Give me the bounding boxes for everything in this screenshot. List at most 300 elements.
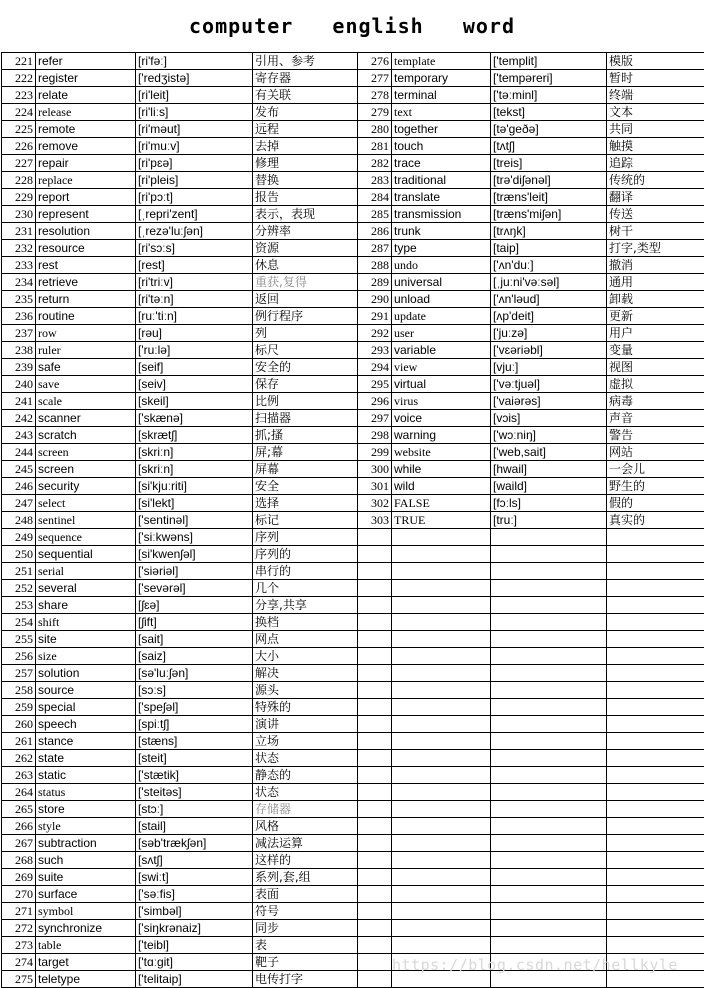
table-row bbox=[2, 427, 704, 444]
entry-number: 280 bbox=[358, 121, 392, 138]
entry-number: 301 bbox=[358, 478, 392, 495]
entry-pronunciation: [hwail] bbox=[491, 461, 607, 478]
entry-number: 256 bbox=[2, 648, 36, 665]
entry-pronunciation: [ʌp'deit] bbox=[491, 308, 607, 325]
entry-pronunciation: ['tɑːgit] bbox=[136, 954, 253, 971]
entry-pronunciation: [ri'pɛə] bbox=[136, 155, 253, 172]
entry-word: solution bbox=[36, 665, 136, 682]
entry-word: TRUE bbox=[392, 512, 491, 529]
entry-number: 229 bbox=[2, 189, 36, 206]
empty-cell bbox=[392, 903, 491, 920]
entry-number: 264 bbox=[2, 784, 36, 801]
entry-number: 285 bbox=[358, 206, 392, 223]
entry-meaning: 例行程序 bbox=[253, 308, 358, 325]
table-row bbox=[2, 682, 704, 699]
entry-pronunciation: [trə'diʃənəl] bbox=[491, 172, 607, 189]
entry-meaning: 风格 bbox=[253, 818, 358, 835]
empty-cell bbox=[392, 801, 491, 818]
table-row bbox=[2, 563, 704, 580]
entry-meaning: 屏幕 bbox=[253, 461, 358, 478]
empty-cell bbox=[491, 733, 607, 750]
entry-meaning: 这样的 bbox=[253, 852, 358, 869]
entry-meaning: 抓;搔 bbox=[253, 427, 358, 444]
entry-pronunciation: [ˌjuːni'vəːsəl] bbox=[491, 274, 607, 291]
empty-cell bbox=[491, 937, 607, 954]
entry-number: 272 bbox=[2, 920, 36, 937]
empty-cell bbox=[392, 631, 491, 648]
entry-meaning: 终端 bbox=[607, 87, 704, 104]
entry-word: user bbox=[392, 325, 491, 342]
entry-number: 299 bbox=[358, 444, 392, 461]
entry-meaning: 网站 bbox=[607, 444, 704, 461]
entry-number: 242 bbox=[2, 410, 36, 427]
entry-number: 263 bbox=[2, 767, 36, 784]
table-row bbox=[2, 206, 704, 223]
entry-meaning: 分辨率 bbox=[253, 223, 358, 240]
entry-word: speech bbox=[36, 716, 136, 733]
table-row bbox=[2, 70, 704, 87]
entry-pronunciation: [ˌrepri'zent] bbox=[136, 206, 253, 223]
entry-word: symbol bbox=[36, 903, 136, 920]
entry-word: touch bbox=[392, 138, 491, 155]
entry-word: universal bbox=[392, 274, 491, 291]
entry-meaning: 树干 bbox=[607, 223, 704, 240]
entry-pronunciation: [skrætʃ] bbox=[136, 427, 253, 444]
table-row bbox=[2, 359, 704, 376]
entry-number: 294 bbox=[358, 359, 392, 376]
entry-word: status bbox=[36, 784, 136, 801]
entry-word: screen bbox=[36, 461, 136, 478]
entry-word: unload bbox=[392, 291, 491, 308]
entry-pronunciation: [træns'miʃən] bbox=[491, 206, 607, 223]
empty-cell bbox=[491, 920, 607, 937]
entry-pronunciation: [skriːn] bbox=[136, 461, 253, 478]
entry-pronunciation: [sə'luːʃən] bbox=[136, 665, 253, 682]
entry-word: stance bbox=[36, 733, 136, 750]
entry-pronunciation: ['siːkwəns] bbox=[136, 529, 253, 546]
entry-meaning: 存储器 bbox=[253, 801, 358, 818]
entry-number: 296 bbox=[358, 393, 392, 410]
entry-word: variable bbox=[392, 342, 491, 359]
empty-cell bbox=[358, 971, 392, 988]
entry-meaning: 声音 bbox=[607, 410, 704, 427]
entry-word: traditional bbox=[392, 172, 491, 189]
empty-cell bbox=[358, 835, 392, 852]
entry-number: 226 bbox=[2, 138, 36, 155]
entry-number: 250 bbox=[2, 546, 36, 563]
entry-pronunciation: [səb'trækʃən] bbox=[136, 835, 253, 852]
entry-pronunciation: [sait] bbox=[136, 631, 253, 648]
entry-number: 261 bbox=[2, 733, 36, 750]
empty-cell bbox=[607, 852, 704, 869]
watermark-text: https://blog.csdn.net/hellkyle bbox=[392, 956, 678, 974]
entry-pronunciation: ['sentinəl] bbox=[136, 512, 253, 529]
empty-cell bbox=[607, 835, 704, 852]
empty-cell bbox=[491, 852, 607, 869]
entry-number: 292 bbox=[358, 325, 392, 342]
entry-number: 237 bbox=[2, 325, 36, 342]
empty-cell bbox=[607, 971, 704, 988]
entry-word: website bbox=[392, 444, 491, 461]
entry-pronunciation: [ri'leit] bbox=[136, 87, 253, 104]
empty-cell bbox=[392, 733, 491, 750]
empty-cell bbox=[607, 631, 704, 648]
empty-cell bbox=[607, 801, 704, 818]
entry-pronunciation: [ri'məut] bbox=[136, 121, 253, 138]
entry-word: terminal bbox=[392, 87, 491, 104]
table-row bbox=[2, 903, 704, 920]
table-row bbox=[2, 886, 704, 903]
table-row bbox=[2, 444, 704, 461]
empty-cell bbox=[607, 614, 704, 631]
entry-word: scratch bbox=[36, 427, 136, 444]
empty-cell bbox=[607, 937, 704, 954]
entry-meaning: 符号 bbox=[253, 903, 358, 920]
entry-meaning: 文本 bbox=[607, 104, 704, 121]
entry-pronunciation: [seiv] bbox=[136, 376, 253, 393]
entry-meaning: 卸载 bbox=[607, 291, 704, 308]
empty-cell bbox=[392, 852, 491, 869]
entry-word: retrieve bbox=[36, 274, 136, 291]
entry-word: teletype bbox=[36, 971, 136, 988]
entry-word: save bbox=[36, 376, 136, 393]
table-row bbox=[2, 920, 704, 937]
empty-cell bbox=[392, 869, 491, 886]
empty-cell bbox=[358, 563, 392, 580]
entry-pronunciation: [spiːtʃ] bbox=[136, 716, 253, 733]
entry-meaning: 静态的 bbox=[253, 767, 358, 784]
entry-pronunciation: ['templit] bbox=[491, 53, 607, 70]
entry-word: size bbox=[36, 648, 136, 665]
table-row bbox=[2, 648, 704, 665]
entry-number: 233 bbox=[2, 257, 36, 274]
table-row bbox=[2, 138, 704, 155]
entry-meaning: 发布 bbox=[253, 104, 358, 121]
entry-meaning: 传送 bbox=[607, 206, 704, 223]
entry-word: share bbox=[36, 597, 136, 614]
empty-cell bbox=[392, 920, 491, 937]
empty-cell bbox=[491, 682, 607, 699]
entry-number: 269 bbox=[2, 869, 36, 886]
table-row bbox=[2, 393, 704, 410]
entry-number: 288 bbox=[358, 257, 392, 274]
entry-number: 254 bbox=[2, 614, 36, 631]
entry-word: transmission bbox=[392, 206, 491, 223]
entry-number: 295 bbox=[358, 376, 392, 393]
entry-pronunciation: [skriːn] bbox=[136, 444, 253, 461]
entry-number: 253 bbox=[2, 597, 36, 614]
entry-meaning: 比例 bbox=[253, 393, 358, 410]
table-row bbox=[2, 461, 704, 478]
entry-word: warning bbox=[392, 427, 491, 444]
entry-meaning: 模版 bbox=[607, 53, 704, 70]
entry-meaning: 传统的 bbox=[607, 172, 704, 189]
entry-word: rest bbox=[36, 257, 136, 274]
entry-word: represent bbox=[36, 206, 136, 223]
entry-meaning: 引用、参考 bbox=[253, 53, 358, 70]
entry-word: special bbox=[36, 699, 136, 716]
empty-cell bbox=[607, 767, 704, 784]
empty-cell bbox=[491, 648, 607, 665]
entry-word: virus bbox=[392, 393, 491, 410]
entry-meaning: 减法运算 bbox=[253, 835, 358, 852]
table-row bbox=[2, 87, 704, 104]
empty-cell bbox=[392, 835, 491, 852]
entry-pronunciation: [ʃift] bbox=[136, 614, 253, 631]
entry-pronunciation: [ri'pleis] bbox=[136, 172, 253, 189]
empty-cell bbox=[358, 716, 392, 733]
empty-cell bbox=[607, 529, 704, 546]
table-row bbox=[2, 767, 704, 784]
entry-pronunciation: [rest] bbox=[136, 257, 253, 274]
empty-cell bbox=[607, 920, 704, 937]
entry-number: 270 bbox=[2, 886, 36, 903]
entry-pronunciation: ['telitaip] bbox=[136, 971, 253, 988]
entry-pronunciation: [ri'təːn] bbox=[136, 291, 253, 308]
entry-word: type bbox=[392, 240, 491, 257]
entry-number: 228 bbox=[2, 172, 36, 189]
empty-cell bbox=[607, 818, 704, 835]
table-row bbox=[2, 104, 704, 121]
empty-cell bbox=[491, 563, 607, 580]
table-row bbox=[2, 835, 704, 852]
entry-word: wild bbox=[392, 478, 491, 495]
empty-cell bbox=[491, 665, 607, 682]
entry-number: 300 bbox=[358, 461, 392, 478]
entry-meaning: 报告 bbox=[253, 189, 358, 206]
empty-cell bbox=[358, 580, 392, 597]
entry-pronunciation: ['stætik] bbox=[136, 767, 253, 784]
empty-cell bbox=[358, 546, 392, 563]
table-row bbox=[2, 121, 704, 138]
entry-meaning: 用户 bbox=[607, 325, 704, 342]
entry-pronunciation: [tekst] bbox=[491, 104, 607, 121]
entry-pronunciation: [ri'fəː] bbox=[136, 53, 253, 70]
entry-meaning: 序列 bbox=[253, 529, 358, 546]
entry-meaning: 共同 bbox=[607, 121, 704, 138]
table-row bbox=[2, 342, 704, 359]
entry-meaning: 安全的 bbox=[253, 359, 358, 376]
entry-number: 260 bbox=[2, 716, 36, 733]
table-row bbox=[2, 495, 704, 512]
empty-cell bbox=[358, 937, 392, 954]
entry-meaning: 打字,类型 bbox=[607, 240, 704, 257]
table-row bbox=[2, 257, 704, 274]
entry-pronunciation: ['simbəl] bbox=[136, 903, 253, 920]
entry-word: such bbox=[36, 852, 136, 869]
empty-cell bbox=[491, 699, 607, 716]
table-row bbox=[2, 852, 704, 869]
entry-meaning: 触摸 bbox=[607, 138, 704, 155]
table-row bbox=[2, 733, 704, 750]
entry-word: update bbox=[392, 308, 491, 325]
entry-pronunciation: [ri'liːs] bbox=[136, 104, 253, 121]
entry-pronunciation: [sɔːs] bbox=[136, 682, 253, 699]
entry-number: 278 bbox=[358, 87, 392, 104]
entry-meaning: 几个 bbox=[253, 580, 358, 597]
empty-cell bbox=[491, 886, 607, 903]
entry-number: 277 bbox=[358, 70, 392, 87]
entry-meaning: 返回 bbox=[253, 291, 358, 308]
entry-word: several bbox=[36, 580, 136, 597]
entry-number: 266 bbox=[2, 818, 36, 835]
entry-number: 230 bbox=[2, 206, 36, 223]
empty-cell bbox=[607, 886, 704, 903]
entry-meaning: 状态 bbox=[253, 750, 358, 767]
entry-word: scanner bbox=[36, 410, 136, 427]
empty-cell bbox=[491, 750, 607, 767]
entry-pronunciation: [sʌtʃ] bbox=[136, 852, 253, 869]
entry-number: 222 bbox=[2, 70, 36, 87]
table-row bbox=[2, 699, 704, 716]
empty-cell bbox=[392, 818, 491, 835]
entry-number: 303 bbox=[358, 512, 392, 529]
entry-pronunciation: [stæns] bbox=[136, 733, 253, 750]
empty-cell bbox=[358, 886, 392, 903]
empty-cell bbox=[491, 818, 607, 835]
entry-pronunciation: [stɔː] bbox=[136, 801, 253, 818]
entry-word: surface bbox=[36, 886, 136, 903]
entry-word: text bbox=[392, 104, 491, 121]
entry-meaning: 一会儿 bbox=[607, 461, 704, 478]
entry-meaning: 特殊的 bbox=[253, 699, 358, 716]
empty-cell bbox=[607, 648, 704, 665]
empty-cell bbox=[392, 529, 491, 546]
table-row bbox=[2, 291, 704, 308]
entry-word: trunk bbox=[392, 223, 491, 240]
empty-cell bbox=[607, 699, 704, 716]
entry-number: 225 bbox=[2, 121, 36, 138]
entry-pronunciation: [treis] bbox=[491, 155, 607, 172]
table-row bbox=[2, 818, 704, 835]
entry-number: 258 bbox=[2, 682, 36, 699]
table-row bbox=[2, 529, 704, 546]
table-row bbox=[2, 937, 704, 954]
entry-meaning: 暂时 bbox=[607, 70, 704, 87]
entry-meaning: 有关联 bbox=[253, 87, 358, 104]
empty-cell bbox=[392, 648, 491, 665]
entry-number: 257 bbox=[2, 665, 36, 682]
entry-word: resolution bbox=[36, 223, 136, 240]
entry-word: resource bbox=[36, 240, 136, 257]
empty-cell bbox=[392, 971, 491, 988]
empty-cell bbox=[491, 971, 607, 988]
entry-meaning: 标记 bbox=[253, 512, 358, 529]
entry-meaning: 网点 bbox=[253, 631, 358, 648]
empty-cell bbox=[607, 580, 704, 597]
entry-pronunciation: [si'lekt] bbox=[136, 495, 253, 512]
empty-cell bbox=[358, 852, 392, 869]
entry-pronunciation: [steit] bbox=[136, 750, 253, 767]
entry-pronunciation: ['səːfis] bbox=[136, 886, 253, 903]
entry-meaning: 屏;幕 bbox=[253, 444, 358, 461]
entry-pronunciation: [rəu] bbox=[136, 325, 253, 342]
entry-pronunciation: ['sevərəl] bbox=[136, 580, 253, 597]
empty-cell bbox=[607, 784, 704, 801]
entry-pronunciation: [ˌrezə'luːʃən] bbox=[136, 223, 253, 240]
entry-pronunciation: [træns'leit] bbox=[491, 189, 607, 206]
entry-word: translate bbox=[392, 189, 491, 206]
entry-meaning: 大小 bbox=[253, 648, 358, 665]
entry-number: 236 bbox=[2, 308, 36, 325]
entry-number: 255 bbox=[2, 631, 36, 648]
entry-word: voice bbox=[392, 410, 491, 427]
table-row bbox=[2, 189, 704, 206]
entry-number: 298 bbox=[358, 427, 392, 444]
entry-pronunciation: ['ruːlə] bbox=[136, 342, 253, 359]
entry-meaning: 资源 bbox=[253, 240, 358, 257]
entry-number: 262 bbox=[2, 750, 36, 767]
entry-pronunciation: [si'kwenʃəl] bbox=[136, 546, 253, 563]
table-row bbox=[2, 614, 704, 631]
entry-word: store bbox=[36, 801, 136, 818]
entry-word: view bbox=[392, 359, 491, 376]
entry-pronunciation: [truː] bbox=[491, 512, 607, 529]
entry-word: table bbox=[36, 937, 136, 954]
empty-cell bbox=[358, 818, 392, 835]
entry-word: register bbox=[36, 70, 136, 87]
empty-cell bbox=[392, 716, 491, 733]
entry-word: security bbox=[36, 478, 136, 495]
entry-number: 224 bbox=[2, 104, 36, 121]
entry-number: 246 bbox=[2, 478, 36, 495]
entry-meaning: 更新 bbox=[607, 308, 704, 325]
entry-meaning: 表 bbox=[253, 937, 358, 954]
entry-pronunciation: ['tempəreri] bbox=[491, 70, 607, 87]
entry-meaning: 去掉 bbox=[253, 138, 358, 155]
entry-word: target bbox=[36, 954, 136, 971]
entry-word: remote bbox=[36, 121, 136, 138]
entry-number: 243 bbox=[2, 427, 36, 444]
page-title: computer english word bbox=[0, 0, 704, 52]
entry-number: 276 bbox=[358, 53, 392, 70]
empty-cell bbox=[392, 937, 491, 954]
entry-word: FALSE bbox=[392, 495, 491, 512]
empty-cell bbox=[607, 716, 704, 733]
entry-meaning: 寄存器 bbox=[253, 70, 358, 87]
entry-number: 302 bbox=[358, 495, 392, 512]
entry-pronunciation: [ri'sɔːs] bbox=[136, 240, 253, 257]
table-row bbox=[2, 801, 704, 818]
entry-number: 273 bbox=[2, 937, 36, 954]
entry-meaning: 远程 bbox=[253, 121, 358, 138]
entry-word: site bbox=[36, 631, 136, 648]
entry-number: 297 bbox=[358, 410, 392, 427]
empty-cell bbox=[358, 869, 392, 886]
empty-cell bbox=[358, 920, 392, 937]
entry-pronunciation: ['skænə] bbox=[136, 410, 253, 427]
entry-word: static bbox=[36, 767, 136, 784]
entry-pronunciation: [vjuː] bbox=[491, 359, 607, 376]
entry-meaning: 靶子 bbox=[253, 954, 358, 971]
entry-word: return bbox=[36, 291, 136, 308]
entry-meaning: 源头 bbox=[253, 682, 358, 699]
empty-cell bbox=[491, 869, 607, 886]
entry-meaning: 保存 bbox=[253, 376, 358, 393]
table-row bbox=[2, 325, 704, 342]
empty-cell bbox=[607, 597, 704, 614]
entry-meaning: 同步 bbox=[253, 920, 358, 937]
entry-pronunciation: [stail] bbox=[136, 818, 253, 835]
table-row bbox=[2, 223, 704, 240]
entry-number: 241 bbox=[2, 393, 36, 410]
empty-cell bbox=[491, 716, 607, 733]
entry-word: sentinel bbox=[36, 512, 136, 529]
entry-meaning: 串行的 bbox=[253, 563, 358, 580]
entry-number: 221 bbox=[2, 53, 36, 70]
entry-number: 291 bbox=[358, 308, 392, 325]
entry-meaning: 病毒 bbox=[607, 393, 704, 410]
